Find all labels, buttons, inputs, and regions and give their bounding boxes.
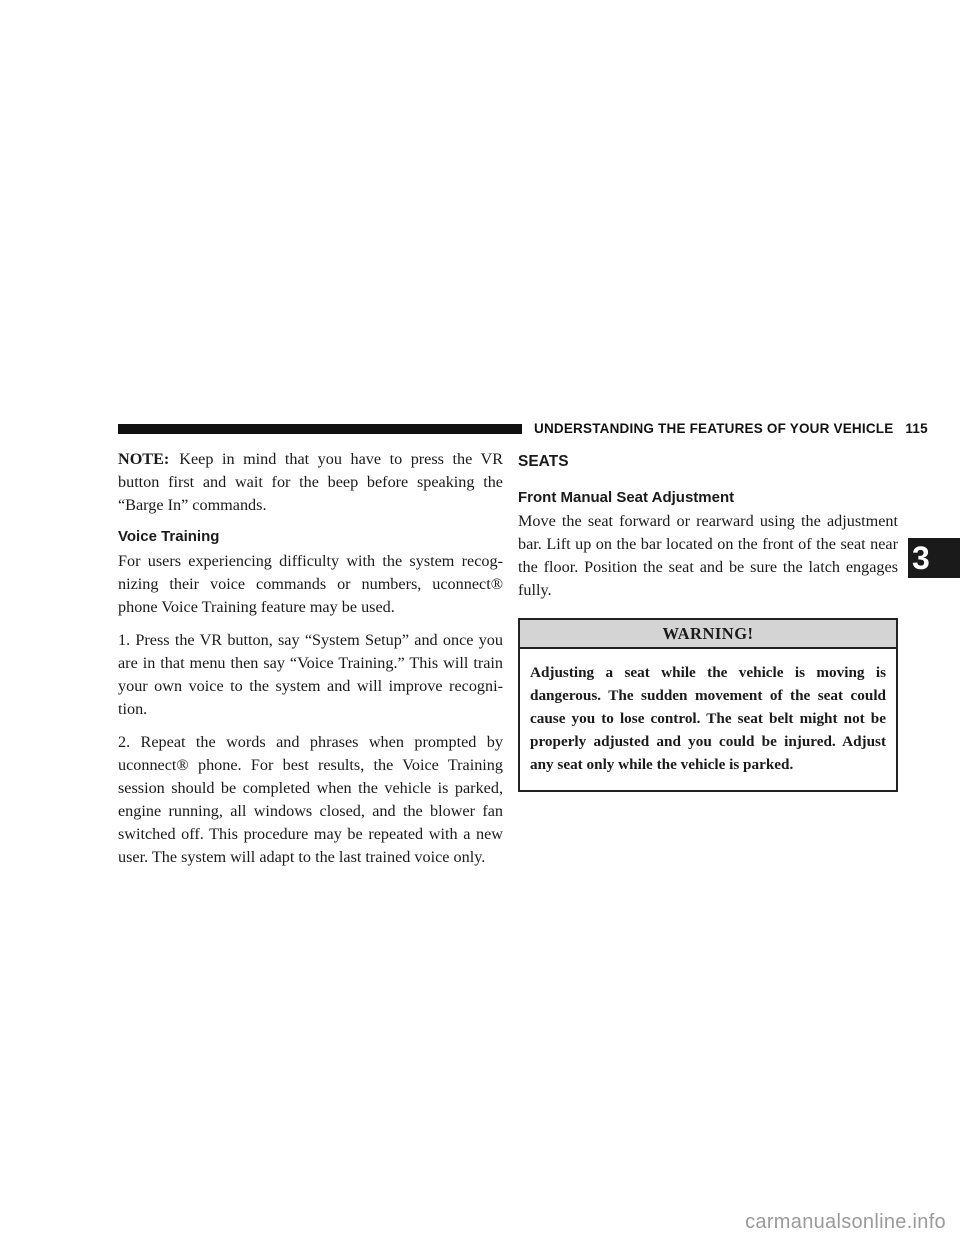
warning-text: Adjusting a seat while the vehicle is moving is dangerous. The sudden movement of the seat could cause you to lose control. The seat belt might not be properly adjusted and you could be injured. Adjust any seat only while the vehicle is parked.: [530, 664, 886, 773]
right-column: [518, 448, 898, 792]
chapter-tab: 3: [908, 538, 960, 578]
running-header: [534, 421, 928, 436]
voice-training-heading: Voice Training: [118, 528, 220, 545]
seats-heading: SEATS: [518, 453, 569, 470]
note-paragraph: [118, 448, 503, 517]
header-rule: [118, 424, 522, 434]
warning-title: WARNING!: [520, 620, 896, 649]
voice-training-intro: For users experiencing difficulty with the system recog-nizing their voice commands or numbers, uconnect® phone Voice Training feature may be used.: [118, 552, 503, 616]
watermark: carmanualsonline.info: [745, 1211, 946, 1233]
header-title: UNDERSTANDING THE FEATURES OF YOUR VEHICLE: [534, 421, 894, 436]
left-column: [118, 448, 503, 879]
seat-adjustment-body: Move the seat forward or rearward using the adjustment bar. Lift up on the bar located on the front of the seat near the floor. Position the seat and be sure the latch engages fully.: [518, 512, 898, 599]
voice-training-step-1: 1. Press the VR button, say “System Setup” and once you are in that menu then say “Voice Training.” This will train your own voice to the system and will improve recogni-tion.: [118, 631, 503, 718]
warning-box: [518, 618, 898, 792]
note-label: NOTE:: [118, 450, 170, 468]
front-manual-seat-heading: Front Manual Seat Adjustment: [518, 489, 735, 506]
voice-training-step-2: 2. Repeat the words and phrases when prompted by uconnect® phone. For best results, the Voice Training session should be completed when the vehicle is parked, engine running, all windows closed, and the blower fan switched off. This procedure may be repeated with a new user. The system will adapt to the last trained voice only.: [118, 733, 503, 866]
note-text: Keep in mind that you have to press the VR button first and wait for the beep before speaking the “Barge In” commands.: [118, 450, 503, 514]
page-number: 115: [905, 421, 928, 436]
